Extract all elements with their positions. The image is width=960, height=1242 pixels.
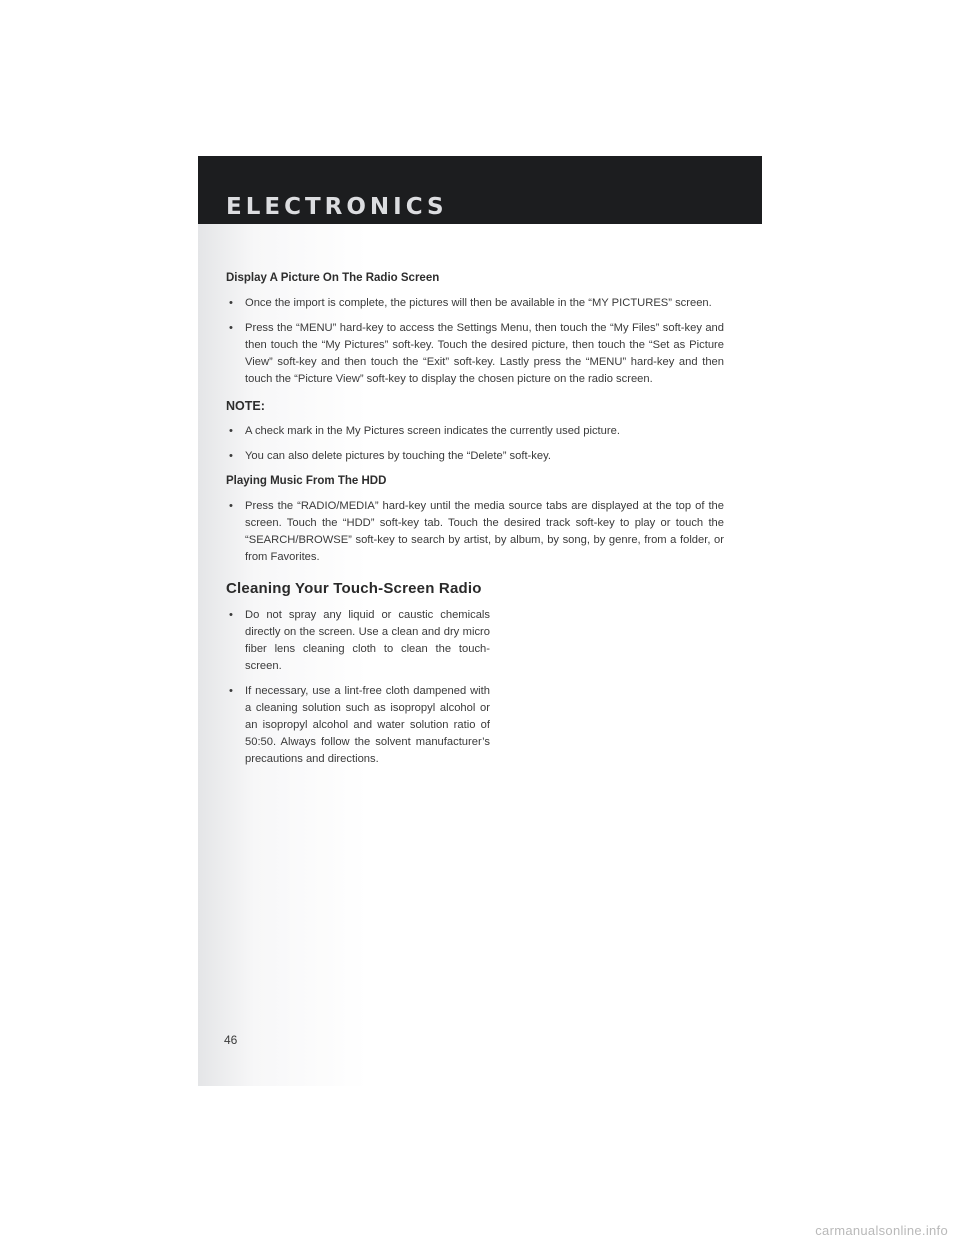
page-content: [226, 270, 724, 776]
note-heading: NOTE:: [226, 399, 265, 413]
page-number: 46: [224, 1033, 238, 1047]
section-header-bar: [198, 156, 762, 224]
list-item: • Press the “RADIO/MEDIA” hard-key until the media source tabs are displayed at the top of the screen. Touch the “HDD” soft-key tab. Touch the desired track soft-key to play or touch the “SEARCH/BROWSE” soft-key to search by artist, by album, by song, by genre, from a folder, or from Favorites.: [226, 498, 724, 566]
note-list: [226, 423, 724, 465]
list-item: • Press the “MENU” hard-key to access the Settings Menu, then touch the “My Files” soft-key and then touch the “My Pictures” soft-key. Touch the desired picture, then touch the “Set as Picture View” soft-key and then touch the “Exit” soft-key. Lastly press the “MENU” hard-key and then touch the “Picture View” soft-key to display the chosen picture on the radio screen.: [226, 320, 724, 388]
manual-page: [198, 156, 762, 1086]
section-title: ELECTRONICS: [226, 194, 448, 220]
list-item: • You can also delete pictures by touching the “Delete” soft-key.: [226, 448, 724, 465]
cleaning-list: [226, 607, 490, 768]
list-item: • Do not spray any liquid or caustic chemicals directly on the screen. Use a clean and dry micro fiber lens cleaning cloth to clean the touch-screen.: [226, 607, 490, 675]
watermark: carmanualsonline.info: [815, 1223, 948, 1238]
playing-music-heading: Playing Music From The HDD: [226, 475, 387, 487]
cleaning-heading: Cleaning Your Touch-Screen Radio: [226, 580, 482, 597]
list-item: • Once the import is complete, the pictures will then be available in the “MY PICTURES” screen.: [226, 295, 724, 312]
list-item: • A check mark in the My Pictures screen indicates the currently used picture.: [226, 423, 724, 440]
display-picture-heading: Display A Picture On The Radio Screen: [226, 272, 440, 284]
display-picture-list: [226, 295, 724, 388]
list-item: • If necessary, use a lint-free cloth dampened with a cleaning solution such as isopropyl alcohol or an isopropyl alcohol and water solution ratio of 50:50. Always follow the solvent manufacturer’s precautions and directions.: [226, 683, 490, 768]
playing-music-list: [226, 498, 724, 566]
